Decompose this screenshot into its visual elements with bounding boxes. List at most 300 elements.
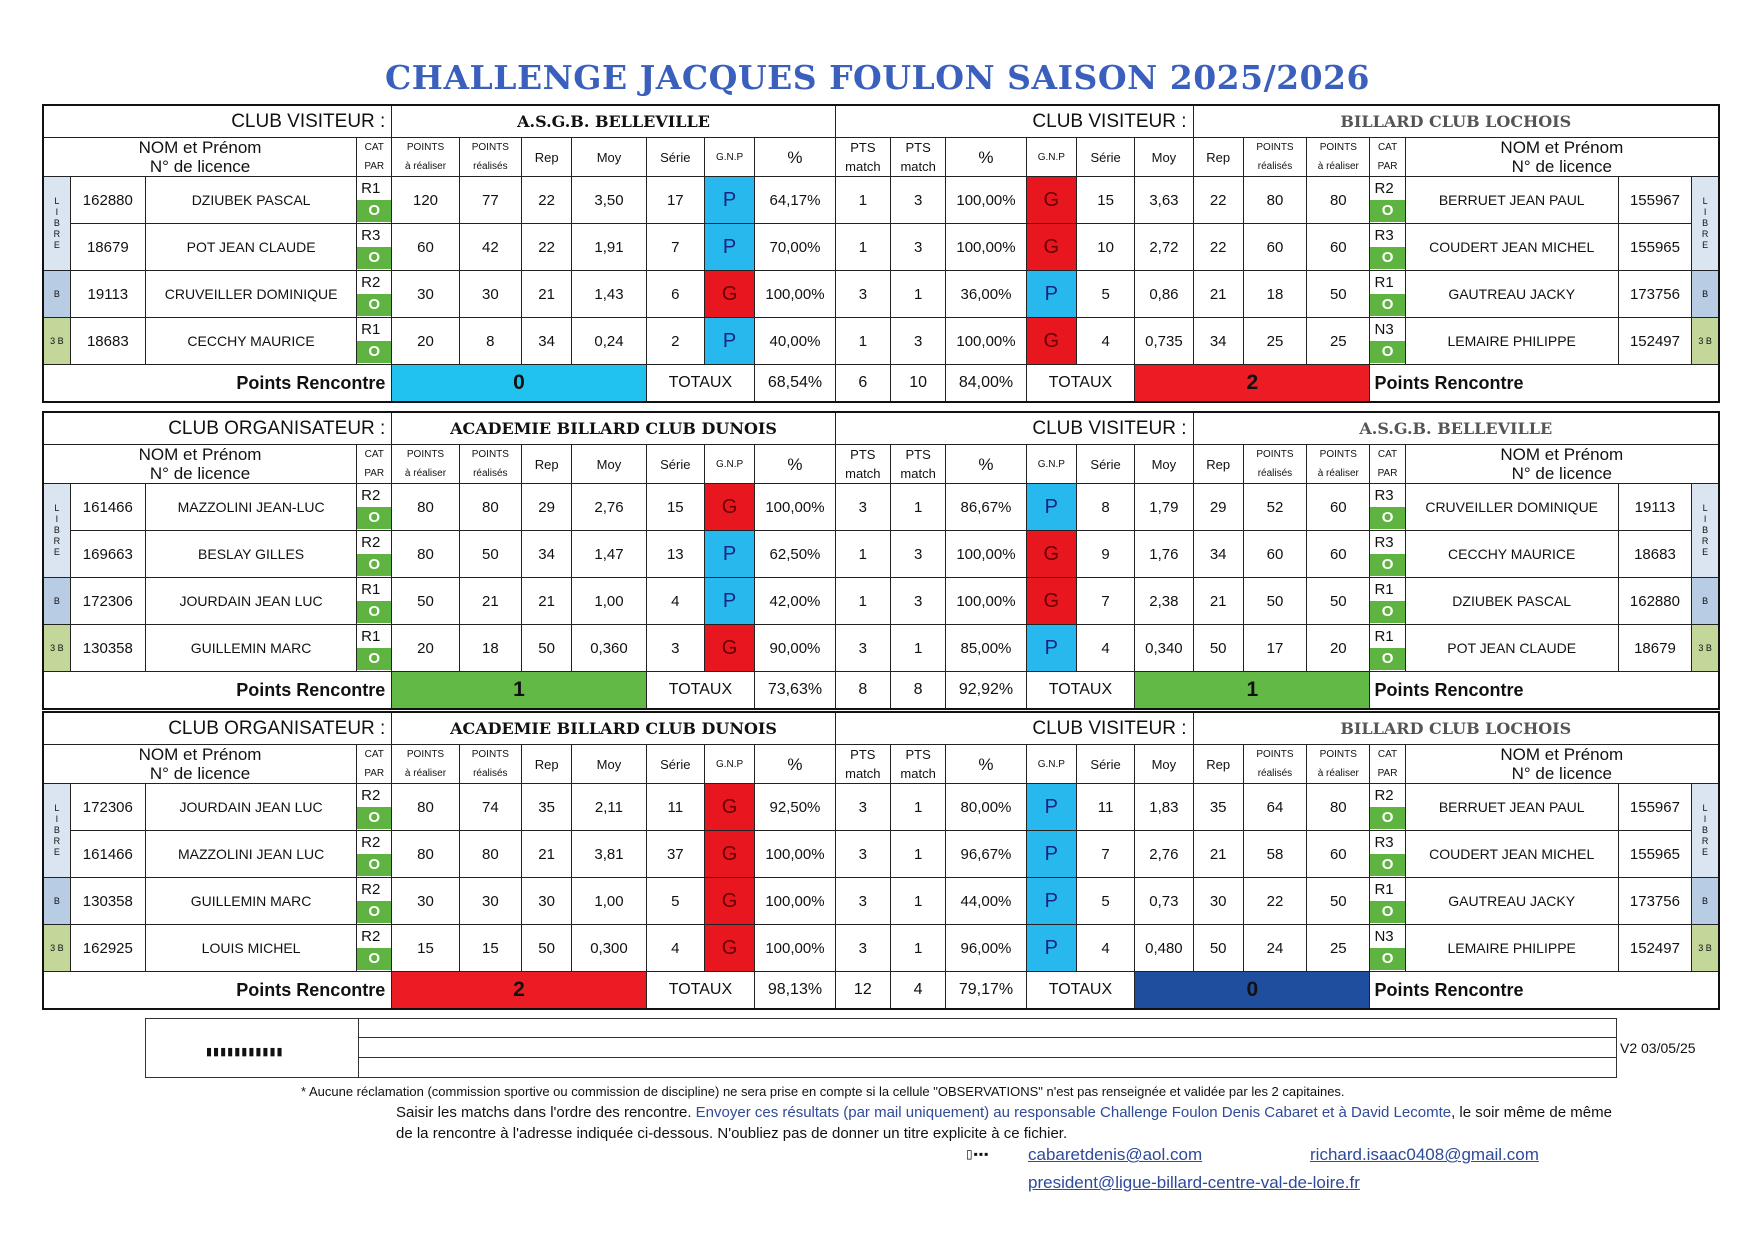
player-name[interactable]: LEMAIRE PHILIPPE [1405, 925, 1618, 972]
points-made[interactable]: 18 [1243, 271, 1306, 318]
result-gnp[interactable]: P [1026, 625, 1076, 672]
header-points-made [1243, 138, 1306, 177]
points-to-make[interactable]: 50 [1307, 878, 1370, 925]
average[interactable]: 1,47 [572, 531, 646, 578]
points-to-make[interactable]: 60 [1307, 831, 1370, 878]
average[interactable]: 2,11 [572, 784, 646, 831]
header-cat-par-line1: CAT [1377, 749, 1398, 760]
category-cell[interactable] [1370, 831, 1405, 878]
left-score[interactable]: 1 [392, 672, 646, 710]
average[interactable]: 3,50 [572, 177, 646, 224]
reprises[interactable]: 22 [1193, 177, 1243, 224]
best-series[interactable]: 8 [1076, 484, 1134, 531]
player-name[interactable]: COUDERT JEAN MICHEL [1405, 224, 1618, 271]
average[interactable]: 0,86 [1135, 271, 1193, 318]
header-serie: Série [646, 445, 704, 484]
right-total-pct: 84,00% [946, 365, 1026, 403]
licence-number[interactable]: 18683 [70, 318, 145, 365]
category-cell[interactable] [1370, 224, 1405, 271]
reprises[interactable]: 34 [522, 531, 572, 578]
category-value: N3 [1374, 928, 1394, 945]
points-made[interactable]: 52 [1243, 484, 1306, 531]
points-made[interactable]: 15 [459, 925, 521, 972]
best-series[interactable]: 4 [1076, 925, 1134, 972]
reprises[interactable]: 29 [1193, 484, 1243, 531]
points-to-make[interactable]: 50 [1307, 578, 1370, 625]
result-gnp[interactable]: P [1026, 484, 1076, 531]
result-gnp[interactable]: P [704, 318, 754, 365]
best-series[interactable]: 4 [1076, 625, 1134, 672]
email-link-cabaret[interactable]: cabaretdenis@aol.com [1028, 1145, 1203, 1164]
player-name[interactable]: GAUTREAU JACKY [1405, 271, 1618, 318]
licence-number[interactable]: 161466 [70, 484, 145, 531]
reprises[interactable]: 22 [522, 224, 572, 271]
match-sheet-3 [42, 711, 1720, 1010]
points-made[interactable]: 30 [459, 271, 521, 318]
right-club-label: CLUB VISITEUR : [835, 712, 1193, 745]
category-cell[interactable] [357, 625, 392, 672]
reprises[interactable]: 34 [1193, 531, 1243, 578]
best-series[interactable]: 4 [646, 578, 704, 625]
points-made[interactable]: 50 [1243, 578, 1306, 625]
average[interactable]: 0,73 [1135, 878, 1193, 925]
reprises[interactable]: 22 [1193, 224, 1243, 271]
reprises[interactable]: 21 [1193, 831, 1243, 878]
category-cell[interactable] [1370, 177, 1405, 224]
result-gnp[interactable]: P [1026, 878, 1076, 925]
result-gnp[interactable]: P [1026, 831, 1076, 878]
points-made[interactable]: 21 [459, 578, 521, 625]
licence-number[interactable]: 162925 [70, 925, 145, 972]
category-cell[interactable] [357, 177, 392, 224]
header-points-made-line1: POINTS [471, 449, 509, 460]
points-made[interactable]: 64 [1243, 784, 1306, 831]
header-pct: % [946, 745, 1026, 784]
par-value: O [357, 648, 391, 670]
player-name[interactable]: COUDERT JEAN MICHEL [1405, 831, 1618, 878]
result-gnp[interactable]: G [704, 925, 754, 972]
player-row [43, 625, 1719, 672]
average[interactable]: 1,43 [572, 271, 646, 318]
header-name-licence-line2: N° de licence [1511, 464, 1612, 483]
header-points-made [1243, 745, 1306, 784]
match-points: 3 [835, 878, 890, 925]
points-made[interactable]: 74 [459, 784, 521, 831]
category-cell[interactable] [357, 224, 392, 271]
licence-number[interactable]: 162880 [1618, 578, 1691, 625]
licence-number[interactable]: 19113 [70, 271, 145, 318]
reprises[interactable]: 21 [1193, 271, 1243, 318]
category-cell[interactable] [357, 318, 392, 365]
best-series[interactable]: 4 [646, 925, 704, 972]
points-to-make[interactable]: 20 [392, 625, 459, 672]
best-series[interactable]: 11 [1076, 784, 1134, 831]
average[interactable]: 2,76 [572, 484, 646, 531]
reprises[interactable]: 50 [1193, 925, 1243, 972]
category-value: R1 [361, 581, 381, 598]
header-cat-par [357, 745, 392, 784]
points-to-make[interactable]: 30 [392, 271, 459, 318]
best-series[interactable]: 6 [646, 271, 704, 318]
category-cell[interactable] [1370, 484, 1405, 531]
points-made[interactable]: 80 [1243, 177, 1306, 224]
percentage: 100,00% [755, 484, 835, 531]
category-cell[interactable] [357, 925, 392, 972]
percentage: 100,00% [946, 531, 1026, 578]
points-to-make[interactable]: 60 [1307, 224, 1370, 271]
percentage: 100,00% [946, 224, 1026, 271]
licence-number[interactable]: 152497 [1618, 925, 1691, 972]
reprises[interactable]: 21 [522, 271, 572, 318]
player-name[interactable]: POT JEAN CLAUDE [146, 224, 357, 271]
percentage: 92,50% [755, 784, 835, 831]
best-series[interactable]: 7 [1076, 578, 1134, 625]
match-points: 3 [891, 224, 946, 271]
header-name-licence [1405, 745, 1719, 784]
player-name[interactable]: GAUTREAU JACKY [1405, 878, 1618, 925]
best-series[interactable]: 17 [646, 177, 704, 224]
category-cell[interactable] [357, 578, 392, 625]
reprises[interactable]: 21 [1193, 578, 1243, 625]
header-points-to-make [392, 745, 459, 784]
licence-number[interactable]: 18679 [1618, 625, 1691, 672]
best-series[interactable]: 7 [646, 224, 704, 271]
points-to-make[interactable]: 80 [392, 784, 459, 831]
average[interactable]: 2,38 [1135, 578, 1193, 625]
licence-number[interactable]: 155967 [1618, 784, 1691, 831]
average[interactable]: 0,300 [572, 925, 646, 972]
result-gnp[interactable]: P [704, 531, 754, 578]
footer-instructions-b: Envoyer ces résultats (par mail uniquement) au responsable Challenge Foulon Denis Cabaret et à David Lecomte [695, 1104, 1452, 1121]
reprises[interactable]: 34 [522, 318, 572, 365]
player-name[interactable]: LEMAIRE PHILIPPE [1405, 318, 1618, 365]
result-gnp[interactable]: P [704, 578, 754, 625]
reprises[interactable]: 35 [1193, 784, 1243, 831]
percentage: 85,00% [946, 625, 1026, 672]
points-to-make[interactable]: 60 [1307, 484, 1370, 531]
licence-number[interactable]: 155967 [1618, 177, 1691, 224]
licence-number[interactable]: 18679 [70, 224, 145, 271]
best-series[interactable]: 37 [646, 831, 704, 878]
player-name[interactable]: DZIUBEK PASCAL [146, 177, 357, 224]
category-cell[interactable] [1370, 531, 1405, 578]
points-made[interactable]: 25 [1243, 318, 1306, 365]
category-cell[interactable] [1370, 318, 1405, 365]
reprises[interactable]: 50 [522, 625, 572, 672]
average[interactable]: 3,63 [1135, 177, 1193, 224]
points-to-make[interactable]: 60 [392, 224, 459, 271]
points-made[interactable]: 80 [459, 484, 521, 531]
player-name[interactable]: CECCHY MAURICE [1405, 531, 1618, 578]
reprises[interactable]: 34 [1193, 318, 1243, 365]
player-name[interactable]: DZIUBEK PASCAL [1405, 578, 1618, 625]
average[interactable]: 1,00 [572, 878, 646, 925]
category-cell[interactable] [357, 531, 392, 578]
email-link-president[interactable]: president@ligue-billard-centre-val-de-loire.fr [1028, 1173, 1360, 1192]
player-name[interactable]: BERRUET JEAN PAUL [1405, 177, 1618, 224]
header-cat-par-line2: PAR [1377, 768, 1398, 779]
match-points: 3 [891, 177, 946, 224]
best-series[interactable]: 13 [646, 531, 704, 578]
header-gnp: G.N.P [704, 445, 754, 484]
right-total-pts: 8 [890, 672, 945, 710]
points-to-make[interactable]: 20 [1307, 625, 1370, 672]
result-gnp[interactable]: P [1026, 784, 1076, 831]
licence-number[interactable]: 169663 [70, 531, 145, 578]
observations-box[interactable] [145, 1018, 1617, 1078]
player-name[interactable]: GUILLEMIN MARC [146, 878, 357, 925]
reprises[interactable]: 22 [522, 177, 572, 224]
left-score[interactable]: 0 [392, 365, 646, 403]
points-made[interactable]: 22 [1243, 878, 1306, 925]
points-to-make[interactable]: 60 [1307, 531, 1370, 578]
header-pts-match-line1: PTS [850, 140, 876, 155]
result-gnp[interactable]: G [1026, 531, 1076, 578]
category-value: R2 [361, 834, 381, 851]
points-made[interactable]: 50 [459, 531, 521, 578]
footer-instructions-a: Saisir les matchs dans l'ordre des rencontre. [396, 1104, 696, 1121]
header-points-made-line2: réalisés [473, 161, 508, 172]
header-pts-match-line2: match [900, 766, 936, 781]
header-pts-match-line1: PTS [905, 140, 931, 155]
points-to-make[interactable]: 80 [1307, 784, 1370, 831]
licence-number[interactable]: 18683 [1618, 531, 1691, 578]
result-gnp[interactable]: G [1026, 318, 1076, 365]
average[interactable]: 1,83 [1135, 784, 1193, 831]
right-score[interactable]: 2 [1135, 365, 1370, 403]
best-series[interactable]: 9 [1076, 531, 1134, 578]
average[interactable]: 0,24 [572, 318, 646, 365]
average[interactable]: 0,360 [572, 625, 646, 672]
points-made[interactable]: 18 [459, 625, 521, 672]
player-name[interactable]: LOUIS MICHEL [146, 925, 357, 972]
points-to-make[interactable]: 80 [392, 484, 459, 531]
percentage: 42,00% [755, 578, 835, 625]
reprises[interactable]: 29 [522, 484, 572, 531]
par-value: O [357, 507, 391, 529]
points-to-make[interactable]: 15 [392, 925, 459, 972]
reprises[interactable]: 50 [1193, 625, 1243, 672]
observations-line [358, 1037, 1616, 1038]
average[interactable]: 0,340 [1135, 625, 1193, 672]
licence-number[interactable]: 172306 [70, 578, 145, 625]
par-value: O [1370, 807, 1404, 829]
category-cell[interactable] [1370, 925, 1405, 972]
result-gnp[interactable]: G [704, 784, 754, 831]
best-series[interactable]: 2 [646, 318, 704, 365]
best-series[interactable]: 10 [1076, 224, 1134, 271]
header-pts-match [890, 745, 945, 784]
header-serie: Série [1076, 445, 1134, 484]
category-cell[interactable] [357, 784, 392, 831]
points-to-make[interactable]: 80 [1307, 177, 1370, 224]
category-cell[interactable] [357, 271, 392, 318]
header-pts-match [890, 445, 945, 484]
player-row [43, 531, 1719, 578]
category-cell[interactable] [357, 831, 392, 878]
licence-number[interactable]: 130358 [70, 878, 145, 925]
totaux-label: TOTAUX [646, 672, 755, 710]
match-points: 1 [890, 784, 945, 831]
player-name[interactable]: JOURDAIN JEAN LUC [146, 784, 357, 831]
best-series[interactable]: 15 [1076, 177, 1134, 224]
licence-number[interactable]: 130358 [70, 625, 145, 672]
player-name[interactable]: MAZZOLINI JEAN-LUC [146, 484, 357, 531]
average[interactable]: 1,91 [572, 224, 646, 271]
left-club-label: CLUB ORGANISATEUR : [43, 712, 392, 745]
points-to-make[interactable]: 50 [1307, 271, 1370, 318]
player-name[interactable]: POT JEAN CLAUDE [1405, 625, 1618, 672]
points-made[interactable]: 17 [1243, 625, 1306, 672]
points-to-make[interactable]: 120 [392, 177, 459, 224]
points-to-make[interactable]: 30 [392, 878, 459, 925]
category-cell[interactable] [1370, 271, 1405, 318]
average[interactable]: 1,79 [1135, 484, 1193, 531]
best-series[interactable]: 5 [1076, 878, 1134, 925]
category-cell[interactable] [1370, 625, 1405, 672]
reprises[interactable]: 30 [522, 878, 572, 925]
licence-number[interactable]: 173756 [1618, 271, 1691, 318]
average[interactable]: 0,480 [1135, 925, 1193, 972]
right-score[interactable]: 0 [1135, 972, 1370, 1010]
licence-number[interactable]: 173756 [1618, 878, 1691, 925]
best-series[interactable]: 4 [1076, 318, 1134, 365]
header-name-licence-line2: N° de licence [1511, 764, 1612, 783]
category-value: R2 [361, 274, 381, 291]
result-gnp[interactable]: G [704, 625, 754, 672]
category-cell[interactable] [357, 878, 392, 925]
best-series[interactable]: 11 [646, 784, 704, 831]
header-moy: Moy [572, 445, 646, 484]
percentage: 96,67% [946, 831, 1026, 878]
result-gnp[interactable]: G [1026, 224, 1076, 271]
reprises[interactable]: 21 [522, 578, 572, 625]
average[interactable]: 1,76 [1135, 531, 1193, 578]
category-value: R2 [1374, 787, 1394, 804]
best-series[interactable]: 3 [646, 625, 704, 672]
category-cell[interactable] [1370, 784, 1405, 831]
page-title: CHALLENGE JACQUES FOULON SAISON 2025/2026 [385, 58, 1370, 97]
points-made[interactable]: 77 [459, 177, 521, 224]
best-series[interactable]: 15 [646, 484, 704, 531]
percentage: 100,00% [755, 831, 835, 878]
reprises[interactable]: 50 [522, 925, 572, 972]
best-series[interactable]: 7 [1076, 831, 1134, 878]
reprises[interactable]: 21 [522, 831, 572, 878]
best-series[interactable]: 5 [1076, 271, 1134, 318]
average[interactable]: 3,81 [572, 831, 646, 878]
result-gnp[interactable]: P [704, 177, 754, 224]
points-made[interactable]: 60 [1243, 224, 1306, 271]
left-club-name: ACADEMIE BILLARD CLUB DUNOIS [392, 412, 835, 445]
header-serie: Série [646, 138, 704, 177]
game-mode-label: 3 B [43, 925, 70, 972]
match-points: 1 [835, 224, 890, 271]
result-gnp[interactable]: G [704, 878, 754, 925]
game-mode-label: 3 B [43, 625, 70, 672]
player-name[interactable]: CRUVEILLER DOMINIQUE [1405, 484, 1618, 531]
category-value: R1 [361, 180, 381, 197]
points-to-make[interactable]: 25 [1307, 318, 1370, 365]
points-to-make[interactable]: 25 [1307, 925, 1370, 972]
header-cat-par [1370, 445, 1405, 484]
points-made[interactable]: 80 [459, 831, 521, 878]
par-value: O [1370, 294, 1404, 316]
header-moy: Moy [1135, 745, 1193, 784]
licence-number[interactable]: 152497 [1618, 318, 1691, 365]
result-gnp[interactable]: G [704, 484, 754, 531]
licence-number[interactable]: 162880 [70, 177, 145, 224]
header-points-made-line1: POINTS [1256, 749, 1294, 760]
player-name[interactable]: CRUVEILLER DOMINIQUE [146, 271, 357, 318]
header-rep: Rep [522, 745, 572, 784]
result-gnp[interactable]: G [704, 271, 754, 318]
best-series[interactable]: 5 [646, 878, 704, 925]
licence-number[interactable]: 155965 [1618, 831, 1691, 878]
right-club-label: CLUB VISITEUR : [835, 105, 1193, 138]
header-gnp: G.N.P [704, 138, 754, 177]
licence-number[interactable]: 19113 [1618, 484, 1691, 531]
header-pts-match [835, 138, 890, 177]
player-name[interactable]: GUILLEMIN MARC [146, 625, 357, 672]
result-gnp[interactable]: P [704, 224, 754, 271]
licence-number[interactable]: 172306 [70, 784, 145, 831]
result-gnp[interactable]: G [1026, 578, 1076, 625]
average[interactable]: 2,76 [1135, 831, 1193, 878]
points-made[interactable]: 30 [459, 878, 521, 925]
category-cell[interactable] [357, 484, 392, 531]
left-score[interactable]: 2 [392, 972, 646, 1010]
points-made[interactable]: 58 [1243, 831, 1306, 878]
player-name[interactable]: MAZZOLINI JEAN LUC [146, 831, 357, 878]
match-points: 3 [891, 318, 946, 365]
points-rencontre-label: Points Rencontre [1370, 972, 1719, 1010]
result-gnp[interactable]: P [1026, 925, 1076, 972]
points-made[interactable]: 42 [459, 224, 521, 271]
header-points-made-line2: réalisés [1257, 468, 1293, 479]
player-name[interactable]: CECCHY MAURICE [146, 318, 357, 365]
reprises[interactable]: 30 [1193, 878, 1243, 925]
points-to-make[interactable]: 80 [392, 531, 459, 578]
points-to-make[interactable]: 20 [392, 318, 459, 365]
points-made[interactable]: 24 [1243, 925, 1306, 972]
licence-number[interactable]: 155965 [1618, 224, 1691, 271]
result-gnp[interactable]: G [1026, 177, 1076, 224]
points-to-make[interactable]: 50 [392, 578, 459, 625]
points-made[interactable]: 60 [1243, 531, 1306, 578]
result-gnp[interactable]: G [704, 831, 754, 878]
left-total-pts: 6 [835, 365, 890, 403]
points-made[interactable]: 8 [459, 318, 521, 365]
average[interactable]: 2,72 [1135, 224, 1193, 271]
average[interactable]: 0,735 [1135, 318, 1193, 365]
reprises[interactable]: 35 [522, 784, 572, 831]
licence-number[interactable]: 161466 [70, 831, 145, 878]
points-to-make[interactable]: 80 [392, 831, 459, 878]
percentage: 44,00% [946, 878, 1026, 925]
right-score[interactable]: 1 [1135, 672, 1370, 710]
player-name[interactable]: BESLAY GILLES [146, 531, 357, 578]
average[interactable]: 1,00 [572, 578, 646, 625]
result-gnp[interactable]: P [1026, 271, 1076, 318]
category-cell[interactable] [1370, 578, 1405, 625]
header-moy: Moy [572, 138, 646, 177]
player-name[interactable]: BERRUET JEAN PAUL [1405, 784, 1618, 831]
email-link-richard[interactable]: richard.isaac0408@gmail.com [1310, 1145, 1539, 1164]
player-name[interactable]: JOURDAIN JEAN LUC [146, 578, 357, 625]
totaux-label: TOTAUX [646, 972, 755, 1010]
category-cell[interactable] [1370, 878, 1405, 925]
